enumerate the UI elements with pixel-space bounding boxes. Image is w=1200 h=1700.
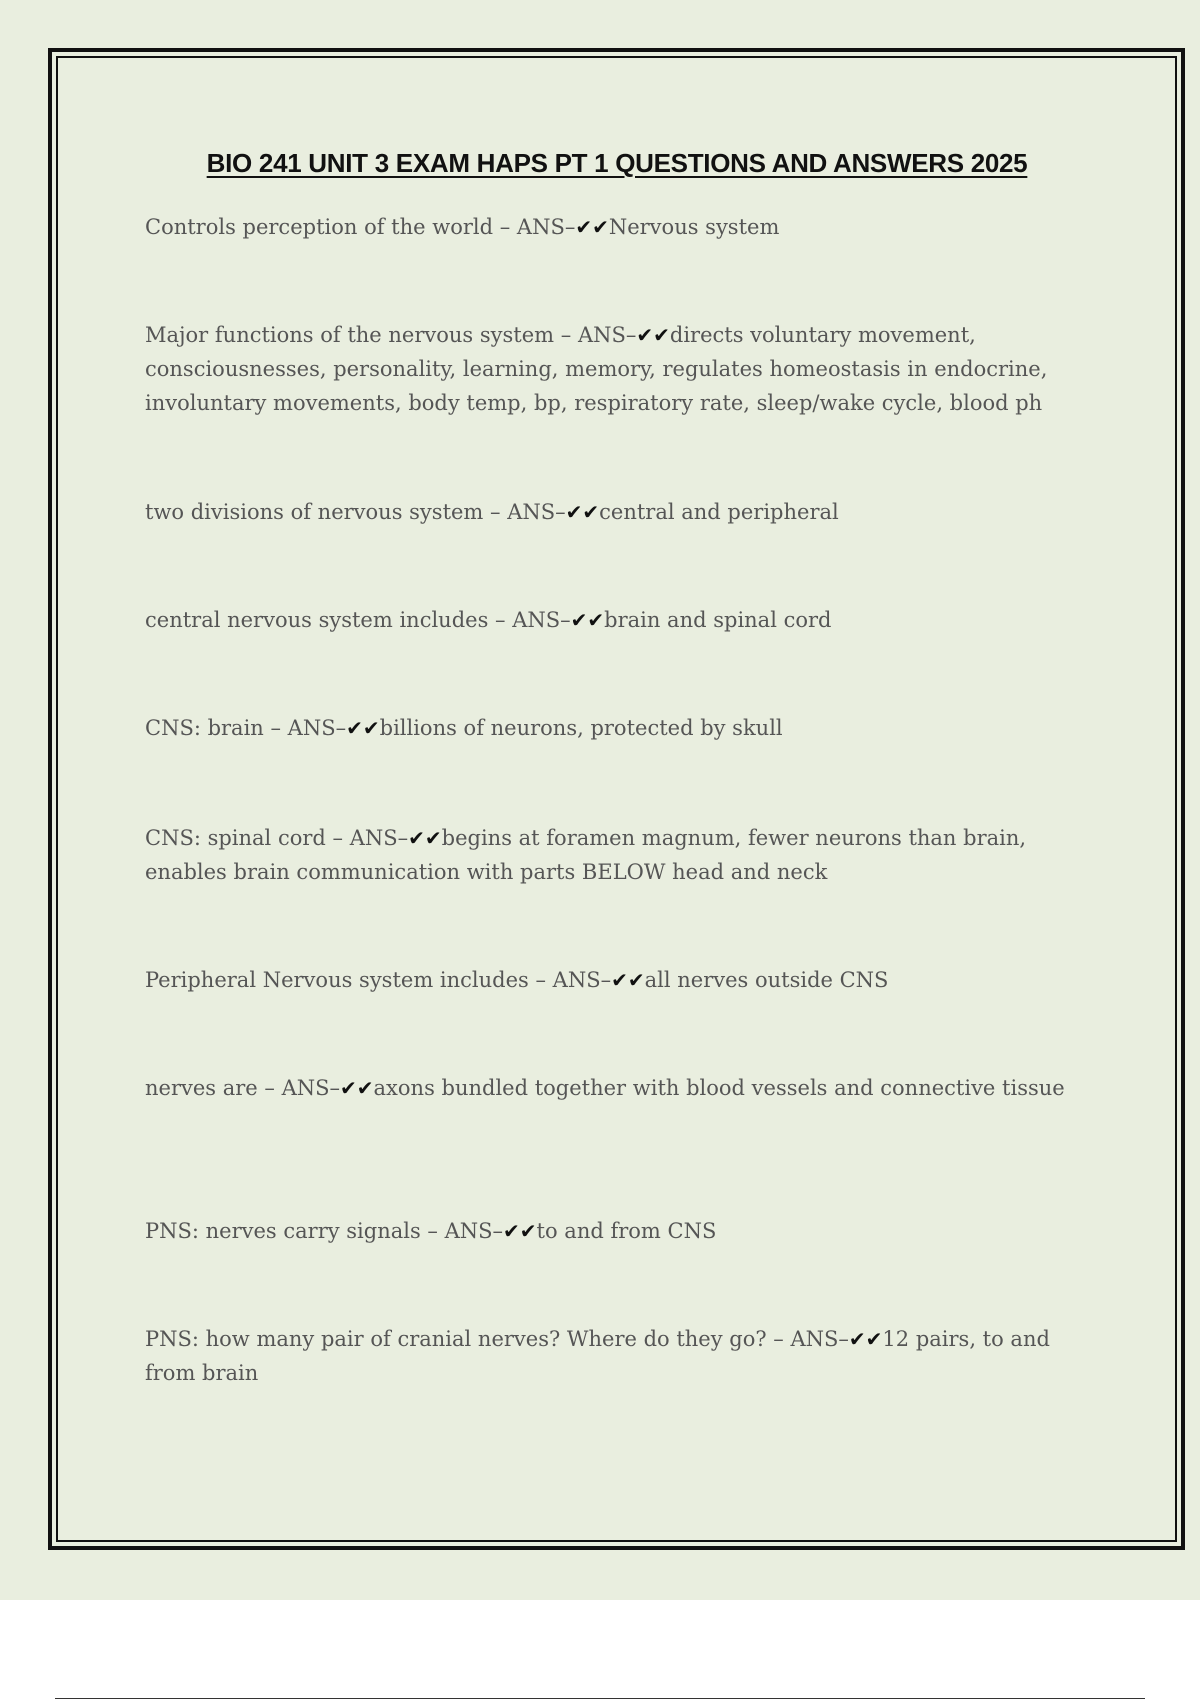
double-check-icon: ✔✔ [611, 968, 645, 992]
qa-item [145, 495, 1085, 529]
ans-separator: – ANS– [325, 826, 409, 850]
answer-text: axons bundled together with blood vessels and connective tissue [373, 1076, 1065, 1100]
question-text: nerves are [145, 1076, 258, 1100]
answer-text: central and peripheral [599, 500, 839, 524]
double-check-icon: ✔✔ [408, 826, 442, 850]
answer-text: begins at foramen magnum, fewer neurons than brain, enables brain communication with parts BELOW head and neck [145, 826, 1027, 884]
answer-text: Nervous system [608, 215, 780, 239]
question-text: central nervous system includes [145, 608, 489, 632]
double-check-icon: ✔✔ [570, 608, 605, 632]
qa-item [145, 603, 1085, 637]
ans-separator: – ANS– [257, 1076, 341, 1100]
answer-text: to and from CNS [536, 1219, 717, 1243]
qa-item [145, 210, 1085, 244]
ans-separator: – ANS– [483, 500, 566, 524]
double-check-icon: ✔✔ [848, 1327, 883, 1351]
qa-item [145, 1214, 1085, 1248]
ans-separator: – ANS– [420, 1219, 504, 1243]
question-text: two divisions of nervous system [145, 500, 484, 524]
qa-item [145, 963, 1085, 997]
qa-item [145, 1071, 1085, 1105]
qa-item [145, 1322, 1085, 1390]
question-text: Peripheral Nervous system includes [145, 968, 529, 992]
ans-separator: – ANS– [488, 608, 571, 632]
answer-text: brain and spinal cord [604, 608, 832, 632]
qa-item [145, 711, 1085, 745]
ans-separator: – ANS– [766, 1327, 849, 1351]
answer-text: 12 pairs, to and from brain [145, 1327, 1050, 1385]
double-check-icon: ✔✔ [636, 323, 670, 347]
double-check-icon: ✔✔ [503, 1219, 537, 1243]
double-check-icon: ✔✔ [340, 1076, 374, 1100]
answer-text: billions of neurons, protected by skull [379, 716, 783, 740]
qa-item [145, 318, 1085, 420]
ans-separator: – ANS– [493, 215, 576, 239]
question-text: PNS: nerves carry signals [145, 1219, 421, 1243]
question-text: Controls perception of the world [145, 215, 494, 239]
qa-item [145, 821, 1085, 889]
ans-separator: – ANS– [554, 323, 637, 347]
double-check-icon: ✔✔ [565, 500, 600, 524]
document-title: BIO 241 UNIT 3 EXAM HAPS PT 1 QUESTIONS AND ANSWERS 2025 [206, 148, 1028, 178]
question-text: PNS: how many pair of cranial nerves? Where do they go? [145, 1327, 767, 1351]
question-text: Major functions of the nervous system [145, 323, 555, 347]
question-text: CNS: spinal cord [145, 826, 326, 850]
footer-divider [55, 1698, 1145, 1699]
ans-separator: – ANS– [263, 716, 347, 740]
double-check-icon: ✔✔ [346, 716, 380, 740]
question-text: CNS: brain [145, 716, 264, 740]
ans-separator: – ANS– [528, 968, 612, 992]
answer-text: directs voluntary movement, consciousnesses, personality, learning, memory, regulates homeostasis in endocrine, involuntary movements, body temp, bp, respiratory rate, sleep/wake cycle, blood ph [145, 323, 1048, 415]
double-check-icon: ✔✔ [575, 215, 609, 239]
answer-text: all nerves outside CNS [644, 968, 889, 992]
inner-frame [56, 56, 1177, 1542]
